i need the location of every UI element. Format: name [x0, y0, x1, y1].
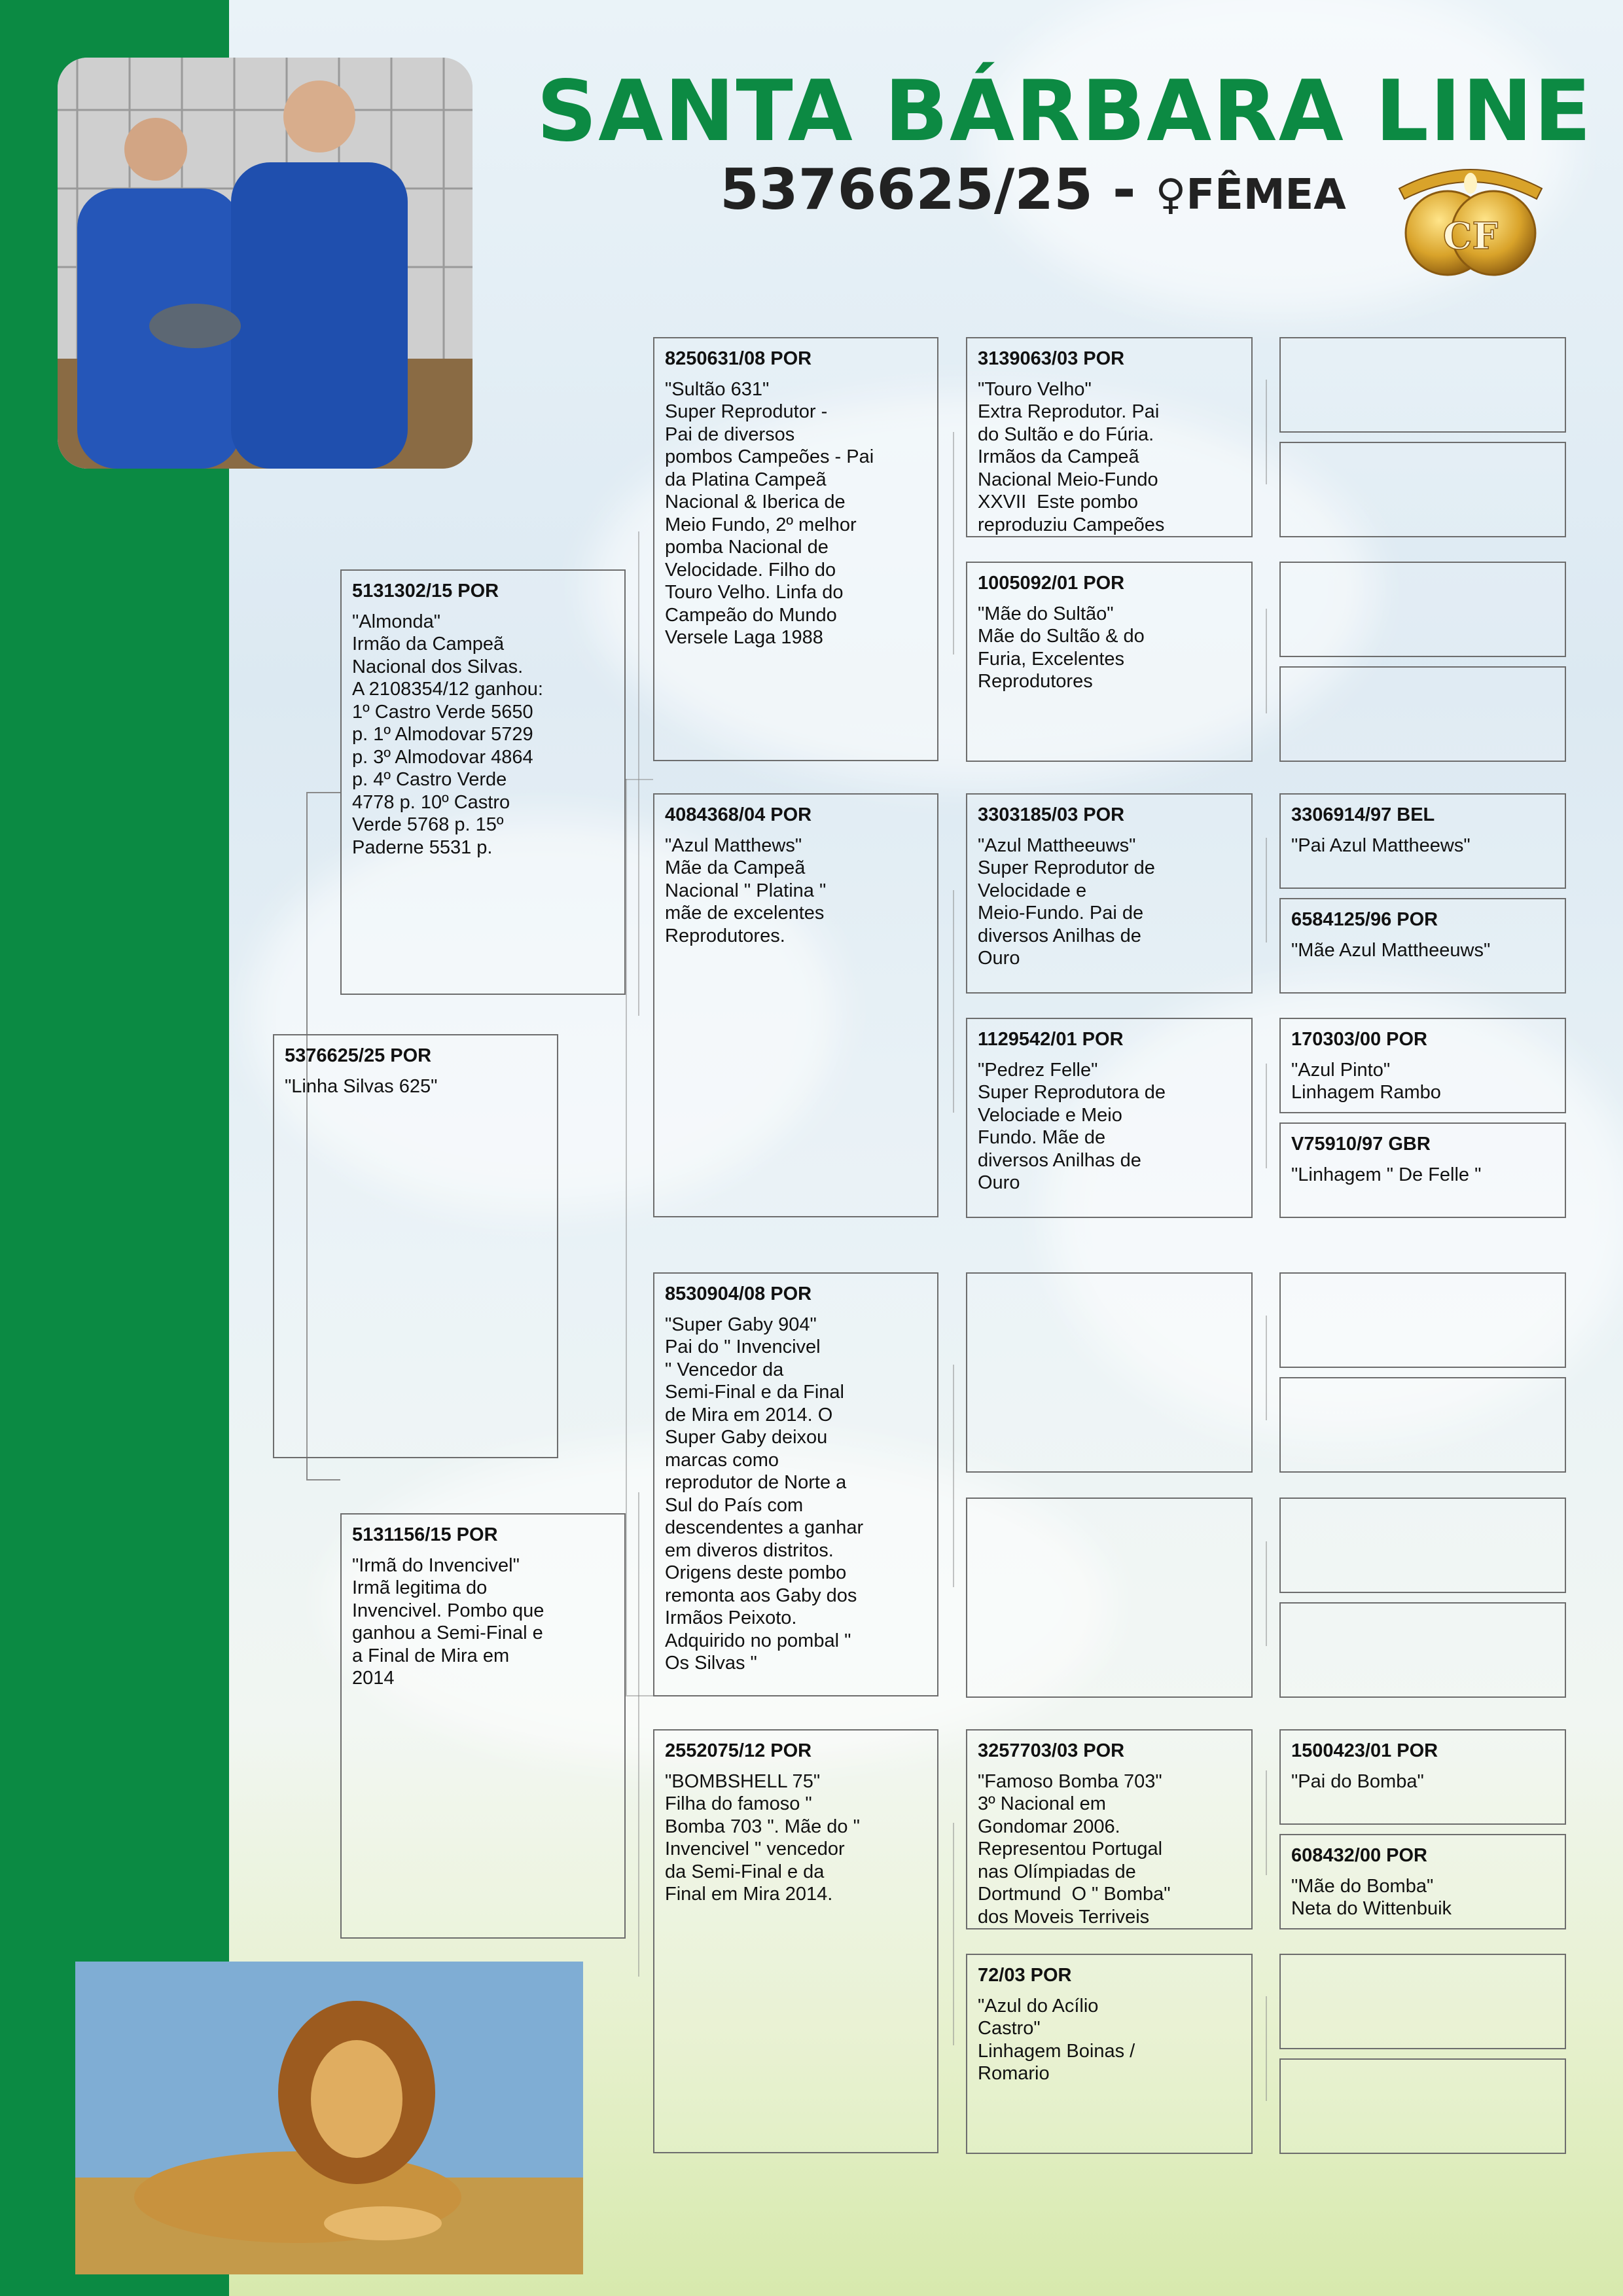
- subject-ring-heading: [720, 157, 1346, 223]
- pigeon-card: [1279, 1729, 1566, 1825]
- empty-pigeon-card: [1279, 1377, 1566, 1473]
- pigeon-card: [966, 793, 1253, 994]
- logo-text: CF: [1442, 215, 1499, 258]
- connector-line: [638, 531, 639, 1016]
- ring-number: 6584125/96 POR: [1291, 909, 1438, 930]
- lion-photo: [75, 1962, 583, 2274]
- pigeon-description: "Almonda" Irmão da Campeã Nacional dos Silvas. A 2108354/12 ganhou: 1º Castro Verde 5650 p. 1º Almodovar 5729 p. 3º Almodovar 4864 p. 4º Castro Verde 4778 p. 10º Castro Verde 5768 p. 15º Paderne 5531 p.: [352, 611, 543, 858]
- pigeon-description: "Super Gaby 904" Pai do " Invencivel " Vencedor da Semi-Final e da Final de Mira em 2014. O Super Gaby deixou marcas como reprodutor de Norte a Sul do País com descendentes a ganhar em diveros distritos. Origens deste pombo remonta aos Gaby dos Irmãos Peixoto. Adquirido no pombal " Os Silvas ": [665, 1314, 864, 1674]
- ring-number: 4084368/04 POR: [665, 804, 812, 825]
- ring-number: 3306914/97 BEL: [1291, 804, 1435, 825]
- ring-number: 3257703/03 POR: [978, 1740, 1125, 1761]
- pigeon-card: [1279, 1018, 1566, 1113]
- pigeon-description: "BOMBSHELL 75" Filha do famoso " Bomba 703 ". Mãe do " Invencivel " vencedor da Semi-Final e da Final em Mira 2014.: [665, 1770, 860, 1905]
- connector-line: [953, 432, 954, 655]
- pigeon-card: [1279, 1834, 1566, 1929]
- ring-number: 1129542/01 POR: [978, 1029, 1124, 1050]
- empty-pigeon-card: [1279, 1954, 1566, 2049]
- club-logo: [1393, 157, 1548, 279]
- connector-line: [626, 779, 627, 1695]
- ring-number: 3303185/03 POR: [978, 804, 1125, 825]
- dam-sire-card: [653, 1272, 938, 1696]
- connector-line: [1266, 380, 1267, 484]
- ring-number: 3139063/03 POR: [978, 348, 1125, 369]
- empty-pigeon-card: [1279, 1498, 1566, 1593]
- empty-pigeon-card: [966, 1272, 1253, 1473]
- connector-line: [626, 779, 653, 780]
- empty-pigeon-card: [1279, 337, 1566, 433]
- pigeon-description: "Pai Azul Mattheews": [1291, 834, 1471, 856]
- connector-line: [1266, 1770, 1267, 1875]
- sire-sire-card: [653, 337, 938, 761]
- pigeon-description: "Irmã do Invencivel" Irmã legitima do Invencivel. Pombo que ganhou a Semi-Final e a Final de Mira em 2014: [352, 1554, 544, 1689]
- ring-number: 5376625/25 POR: [285, 1045, 432, 1066]
- breeders-photo: [58, 58, 473, 469]
- subject-pigeon-card: [273, 1034, 558, 1458]
- pigeon-card: [966, 1954, 1253, 2154]
- pigeon-description: "Azul do Acílio Castro" Linhagem Boinas / Romario: [978, 1995, 1135, 2084]
- pigeon-description: "Sultão 631" Super Reprodutor - Pai de diversos pombos Campeões - Pai da Platina Campeã Nacional & Iberica de Meio Fundo, 2º melhor pomba Nacional de Velocidade. Filho do Touro Velho. Linfa do Campeão do Mundo Versele Laga 1988: [665, 378, 874, 648]
- female-icon: ♀: [1155, 171, 1186, 219]
- empty-pigeon-card: [966, 1498, 1253, 1698]
- pigeon-card: [1279, 898, 1566, 994]
- pigeon-description: "Mãe do Bomba" Neta do Wittenbuik: [1291, 1875, 1452, 1919]
- connector-line: [1266, 1316, 1267, 1420]
- empty-pigeon-card: [1279, 1272, 1566, 1368]
- pigeon-description: "Linha Silvas 625": [285, 1075, 438, 1097]
- pigeon-description: "Pedrez Felle" Super Reprodutora de Velociade e Meio Fundo. Mãe de diversos Anilhas de Ouro: [978, 1059, 1166, 1193]
- pigeon-description: "Linhagem " De Felle ": [1291, 1164, 1482, 1185]
- pigeon-card: [1279, 793, 1566, 889]
- empty-pigeon-card: [1279, 562, 1566, 657]
- pigeon-card: [1279, 1122, 1566, 1218]
- connector-line: [1266, 1541, 1267, 1646]
- ring-number: 170303/00 POR: [1291, 1029, 1427, 1050]
- connector-line: [626, 1695, 653, 1696]
- empty-pigeon-card: [1279, 1602, 1566, 1698]
- ring-number: 1500423/01 POR: [1291, 1740, 1438, 1761]
- connector-line: [1266, 1996, 1267, 2101]
- pigeon-description: "Azul Mattheeuws" Super Reprodutor de Velocidade e Meio-Fundo. Pai de diversos Anilhas de Ouro: [978, 834, 1155, 969]
- pigeon-description: "Azul Matthews" Mãe da Campeã Nacional " Platina " mãe de excelentes Reprodutores.: [665, 834, 827, 946]
- ring-number: V75910/97 GBR: [1291, 1134, 1431, 1155]
- dam-dam-card: [653, 1729, 938, 2153]
- connector-line: [953, 1365, 954, 1587]
- connector-line: [306, 1479, 340, 1480]
- connector-line: [306, 792, 340, 793]
- pigeon-card: [966, 337, 1253, 537]
- sire-card: [340, 569, 626, 995]
- ring-number: 5131302/15 POR: [352, 581, 499, 601]
- ring-number: 608432/00 POR: [1291, 1845, 1427, 1866]
- pigeon-card: [966, 1729, 1253, 1929]
- dam-card: [340, 1513, 626, 1939]
- pigeon-card: [966, 1018, 1253, 1218]
- pigeon-card: [966, 562, 1253, 762]
- pigeon-description: "Touro Velho" Extra Reprodutor. Pai do Sultão e do Fúria. Irmãos da Campeã Nacional Meio-Fundo XXVII Este pombo reproduziu Campeões: [978, 378, 1165, 535]
- ring-number: 5376625/25 -: [720, 157, 1136, 223]
- pigeon-description: "Azul Pinto" Linhagem Rambo: [1291, 1059, 1441, 1103]
- sex-label: FÊMEA: [1186, 171, 1346, 219]
- pigeon-description: "Pai do Bomba": [1291, 1770, 1424, 1792]
- ring-number: 2552075/12 POR: [665, 1740, 812, 1761]
- ring-number: 1005092/01 POR: [978, 573, 1125, 594]
- ring-number: 72/03 POR: [978, 1965, 1072, 1986]
- empty-pigeon-card: [1279, 2058, 1566, 2154]
- pigeon-description: "Mãe Azul Mattheeuws": [1291, 939, 1491, 961]
- connector-line: [638, 1492, 639, 1977]
- pigeon-description: "Famoso Bomba 703" 3º Nacional em Gondomar 2006. Representou Portugal nas Olímpiadas de Dortmund O " Bomba" dos Moveis Terriveis: [978, 1770, 1171, 1928]
- ring-number: 8530904/08 POR: [665, 1283, 812, 1304]
- pigeon-description: "Mãe do Sultão" Mãe do Sultão & do Furia, Excelentes Reprodutores: [978, 603, 1145, 692]
- connector-line: [953, 890, 954, 1113]
- connector-line: [1266, 1064, 1267, 1168]
- connector-line: [953, 1823, 954, 2045]
- ring-number: 5131156/15 POR: [352, 1524, 498, 1545]
- empty-pigeon-card: [1279, 442, 1566, 537]
- empty-pigeon-card: [1279, 666, 1566, 762]
- page-title: SANTA BÁRBARA LINE: [537, 63, 1593, 160]
- connector-line: [1266, 838, 1267, 942]
- sire-dam-card: [653, 793, 938, 1217]
- ring-number: 8250631/08 POR: [665, 348, 812, 369]
- connector-line: [1266, 609, 1267, 713]
